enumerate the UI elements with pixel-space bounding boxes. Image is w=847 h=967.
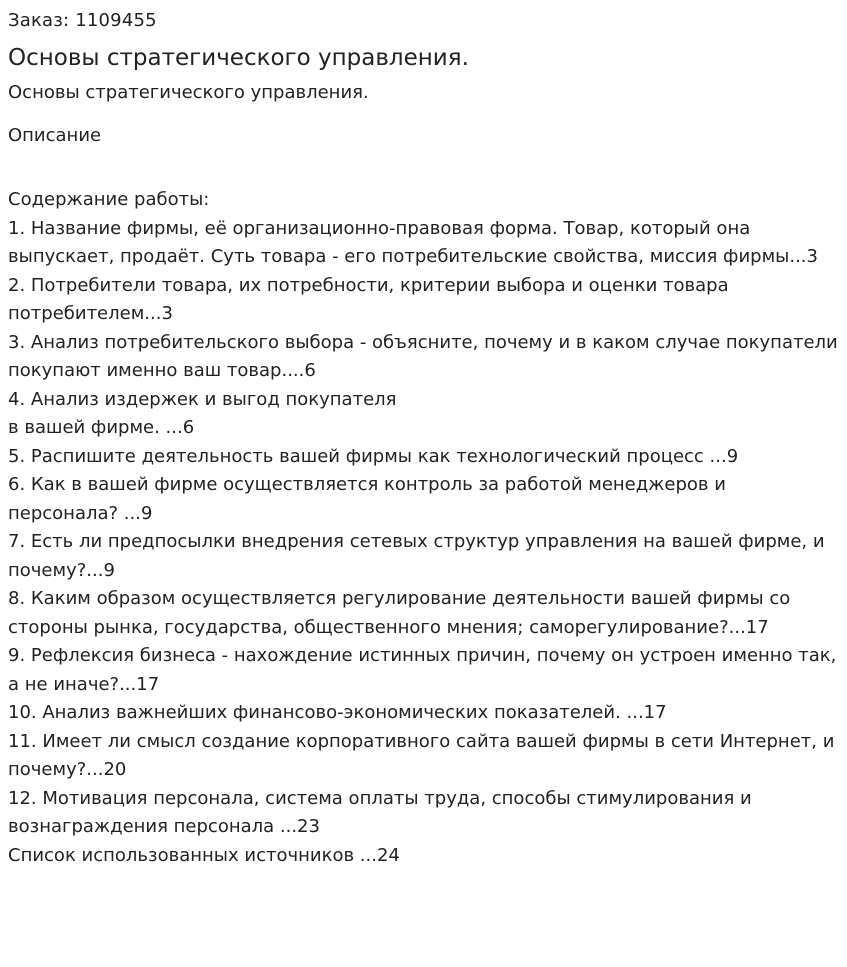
- page-subtitle: Основы стратегического управления.: [8, 82, 369, 103]
- order-number: Заказ: 1109455: [8, 10, 157, 31]
- toc-item: 8. Каким образом осуществляется регулирование деятельности вашей фирмы со стороны рынка, государства, общественного мнения; саморегулирование?...17: [8, 588, 791, 638]
- toc-item: 12. Мотивация персонала, система оплаты труда, способы стимулирования и вознаграждения персонала ...23: [8, 787, 752, 837]
- contents-section: [8, 186, 839, 870]
- toc-item: 10. Анализ важнейших финансово-экономических показателей. ...17: [8, 702, 667, 723]
- toc-item: Список использованных источников ...24: [8, 844, 400, 866]
- toc-item: 9. Рефлексия бизнеса - нахождение истинных причин, почему он устроен именно так, а не иначе?...17: [8, 645, 837, 695]
- toc-item: 7. Есть ли предпосылки внедрения сетевых структур управления на вашей фирме, и почему?...9: [8, 531, 825, 581]
- contents-heading: Содержание работы:: [8, 189, 210, 210]
- toc-item: 5. Распишите деятельность вашей фирмы как технологический процесс ...9: [8, 445, 739, 467]
- table-of-contents: [8, 215, 839, 871]
- toc-item: 3. Анализ потребительского выбора - объясните, почему и в каком случае покупатели покупают именно ваш товар....6: [8, 331, 838, 381]
- toc-item: 2. Потребители товара, их потребности, критерии выбора и оценки товара потребителем...3: [8, 274, 729, 324]
- toc-item: 4. Анализ издержек и выгод покупателя: [8, 388, 397, 410]
- description-heading: Описание: [8, 125, 102, 146]
- toc-item: 1. Название фирмы, её организационно-правовая форма. Товар, который она выпускает, продаёт. Суть товара - его потребительские свойства, миссия фирмы...3: [8, 217, 818, 267]
- toc-item: 6. Как в вашей фирме осуществляется контроль за работой менеджеров и персонала? ...9: [8, 474, 726, 524]
- toc-item: 11. Имеет ли смысл создание корпоративного сайта вашей фирмы в сети Интернет, и почему?...20: [8, 730, 835, 780]
- page-title: Основы стратегического управления.: [8, 45, 469, 71]
- toc-item: в вашей фирме. ...6: [8, 417, 195, 438]
